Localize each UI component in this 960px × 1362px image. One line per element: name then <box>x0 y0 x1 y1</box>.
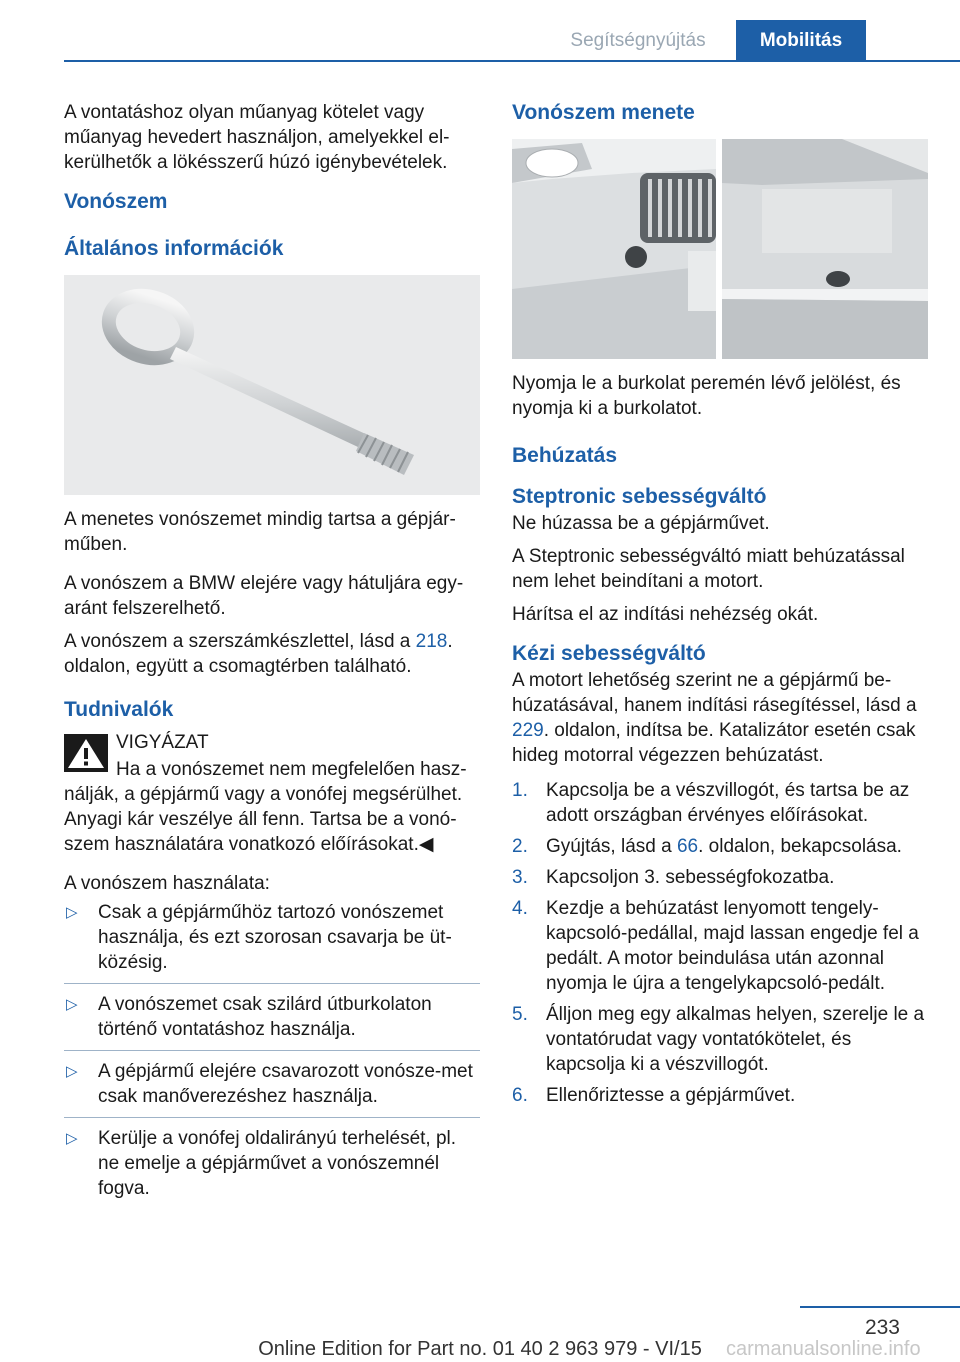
watermark: carmanualsonline.info <box>726 1338 921 1360</box>
bumper-cover-image <box>512 139 928 359</box>
heading-tudnivalok: Tudnivalók <box>64 698 174 721</box>
list-item: 1. Kapcsolja be a vészvillogót, és tartsa be az adott országban érvényes előírásokat. <box>512 780 910 826</box>
page-link-229[interactable]: 229 <box>512 720 544 741</box>
list-item: ▷ A vonószemet csak szilárd útburkolaton történő vontatáshoz használja. <box>66 994 432 1040</box>
triangle-bullet-icon: ▷ <box>66 1130 78 1147</box>
triangle-bullet-icon: ▷ <box>66 904 78 921</box>
heading-menete: Vonószem menete <box>512 101 695 124</box>
header-tab-section[interactable]: Segítségnyújtás <box>570 30 706 51</box>
heading-vonoszem: Vonószem <box>64 190 168 213</box>
triangle-bullet-icon: ▷ <box>66 996 78 1013</box>
steptronic-line-3: Hárítsa el az indítási nehézség okát. <box>512 604 819 625</box>
image-caption: Nyomja le a burkolat peremén lévő jelölést, és nyomja ki a burkolatot. <box>512 373 901 419</box>
warning-text: Ha a vonószemet nem megfelelően hasz-nálják, a gépjármű vagy a vonófej megsérülhet. Anyagi kár veszélye áll fenn. Tartsa be a vonó-szem használatára vonatkozó előírásokat.◀ <box>64 759 467 855</box>
divider <box>64 1050 480 1051</box>
steps-list <box>512 778 928 1108</box>
paragraph-keep-in-car: A menetes vonószemet mindig tartsa a gépjár-műben. <box>64 509 456 555</box>
edition-line: Online Edition for Part no. 01 40 2 963 979 - VI/15 <box>258 1338 702 1360</box>
page-link-66[interactable]: 66 <box>676 836 699 857</box>
right-column <box>512 100 928 1114</box>
heading-kezi: Kézi sebességváltó <box>512 642 706 665</box>
list-item: 4. Kezdje a behúzatást lenyomott tengely-kapcsoló-pedállal, majd lassan engedje fel a pedált. A motor beindulása után azonnal nyomja le újra a tengelykapcsoló-pedált. <box>512 898 919 994</box>
divider <box>64 983 480 984</box>
manual-gearbox-paragraph: A motort lehetőség szerint ne a gépjármű be-húzatásával, hanem indítási rásegítéssel, lásd a 229. oldalon, indítsa be. Katalizátor esetén csak hideg motorral végezzen behúzatást. <box>512 670 917 766</box>
warning-title: VIGYÁZAT <box>116 732 209 753</box>
heading-altalanos: Általános információk <box>64 237 284 260</box>
paragraph-location: A vonószem a szerszámkészlettel, lásd a 218. oldalon, együtt a csomagtérben található. <box>64 631 453 677</box>
divider <box>64 1117 480 1118</box>
steptronic-line-1: Ne húzassa be a gépjárművet. <box>512 513 770 534</box>
intro-paragraph: A vontatáshoz olyan műanyag kötelet vagy műanyag hevedert használjon, amelyekkel el-kerülhetők a lökésszerű húzó igénybevételek. <box>64 102 450 173</box>
warning-triangle-icon <box>64 734 108 779</box>
list-item: ▷ A gépjármű elejére csavarozott vonósze-met csak manőverezéshez használja. <box>66 1061 473 1107</box>
left-column <box>64 100 480 1207</box>
page-link-218[interactable]: 218 <box>415 631 448 652</box>
heading-behuzatas: Behúzatás <box>512 444 618 467</box>
usage-label: A vonószem használata: <box>64 873 270 894</box>
list-item: ▷ Kerülje a vonófej oldalirányú terhelését, pl. ne emelje a gépjárművet a vonószemnél fogva. <box>66 1128 457 1199</box>
steptronic-line-2: A Steptronic sebességváltó miatt behúzatással nem lehet beindítani a motort. <box>512 546 905 592</box>
header-rule <box>64 60 960 62</box>
tow-hook-image <box>64 275 480 495</box>
header-tab-active[interactable]: Mobilitás <box>736 20 866 62</box>
warning-block <box>64 730 480 857</box>
list-item: ▷ Csak a gépjárműhöz tartozó vonószemet használja, és ezt szorosan csavarja be üt-közésig. <box>66 902 452 973</box>
triangle-bullet-icon: ▷ <box>66 1063 78 1080</box>
paragraph-mounting: A vonószem a BMW elejére vagy hátuljára egy-aránt felszerelhető. <box>64 573 464 619</box>
usage-list <box>64 900 480 1201</box>
page-number: 233 <box>864 1316 900 1339</box>
page-header <box>0 0 960 62</box>
heading-steptronic: Steptronic sebességváltó <box>512 485 767 508</box>
list-item: 3. Kapcsoljon 3. sebességfokozatba. <box>512 867 835 888</box>
list-item: 2. Gyújtás, lásd a 66. oldalon, bekapcsolása. <box>512 836 902 857</box>
list-item: 5. Álljon meg egy alkalmas helyen, szerelje le a vontatórudat vagy vontatókötelet, és kapcsolja ki a vészvillogót. <box>512 1004 925 1075</box>
footer-rule <box>800 1306 960 1308</box>
list-item: 6. Ellenőriztesse a gépjárművet. <box>512 1085 796 1106</box>
